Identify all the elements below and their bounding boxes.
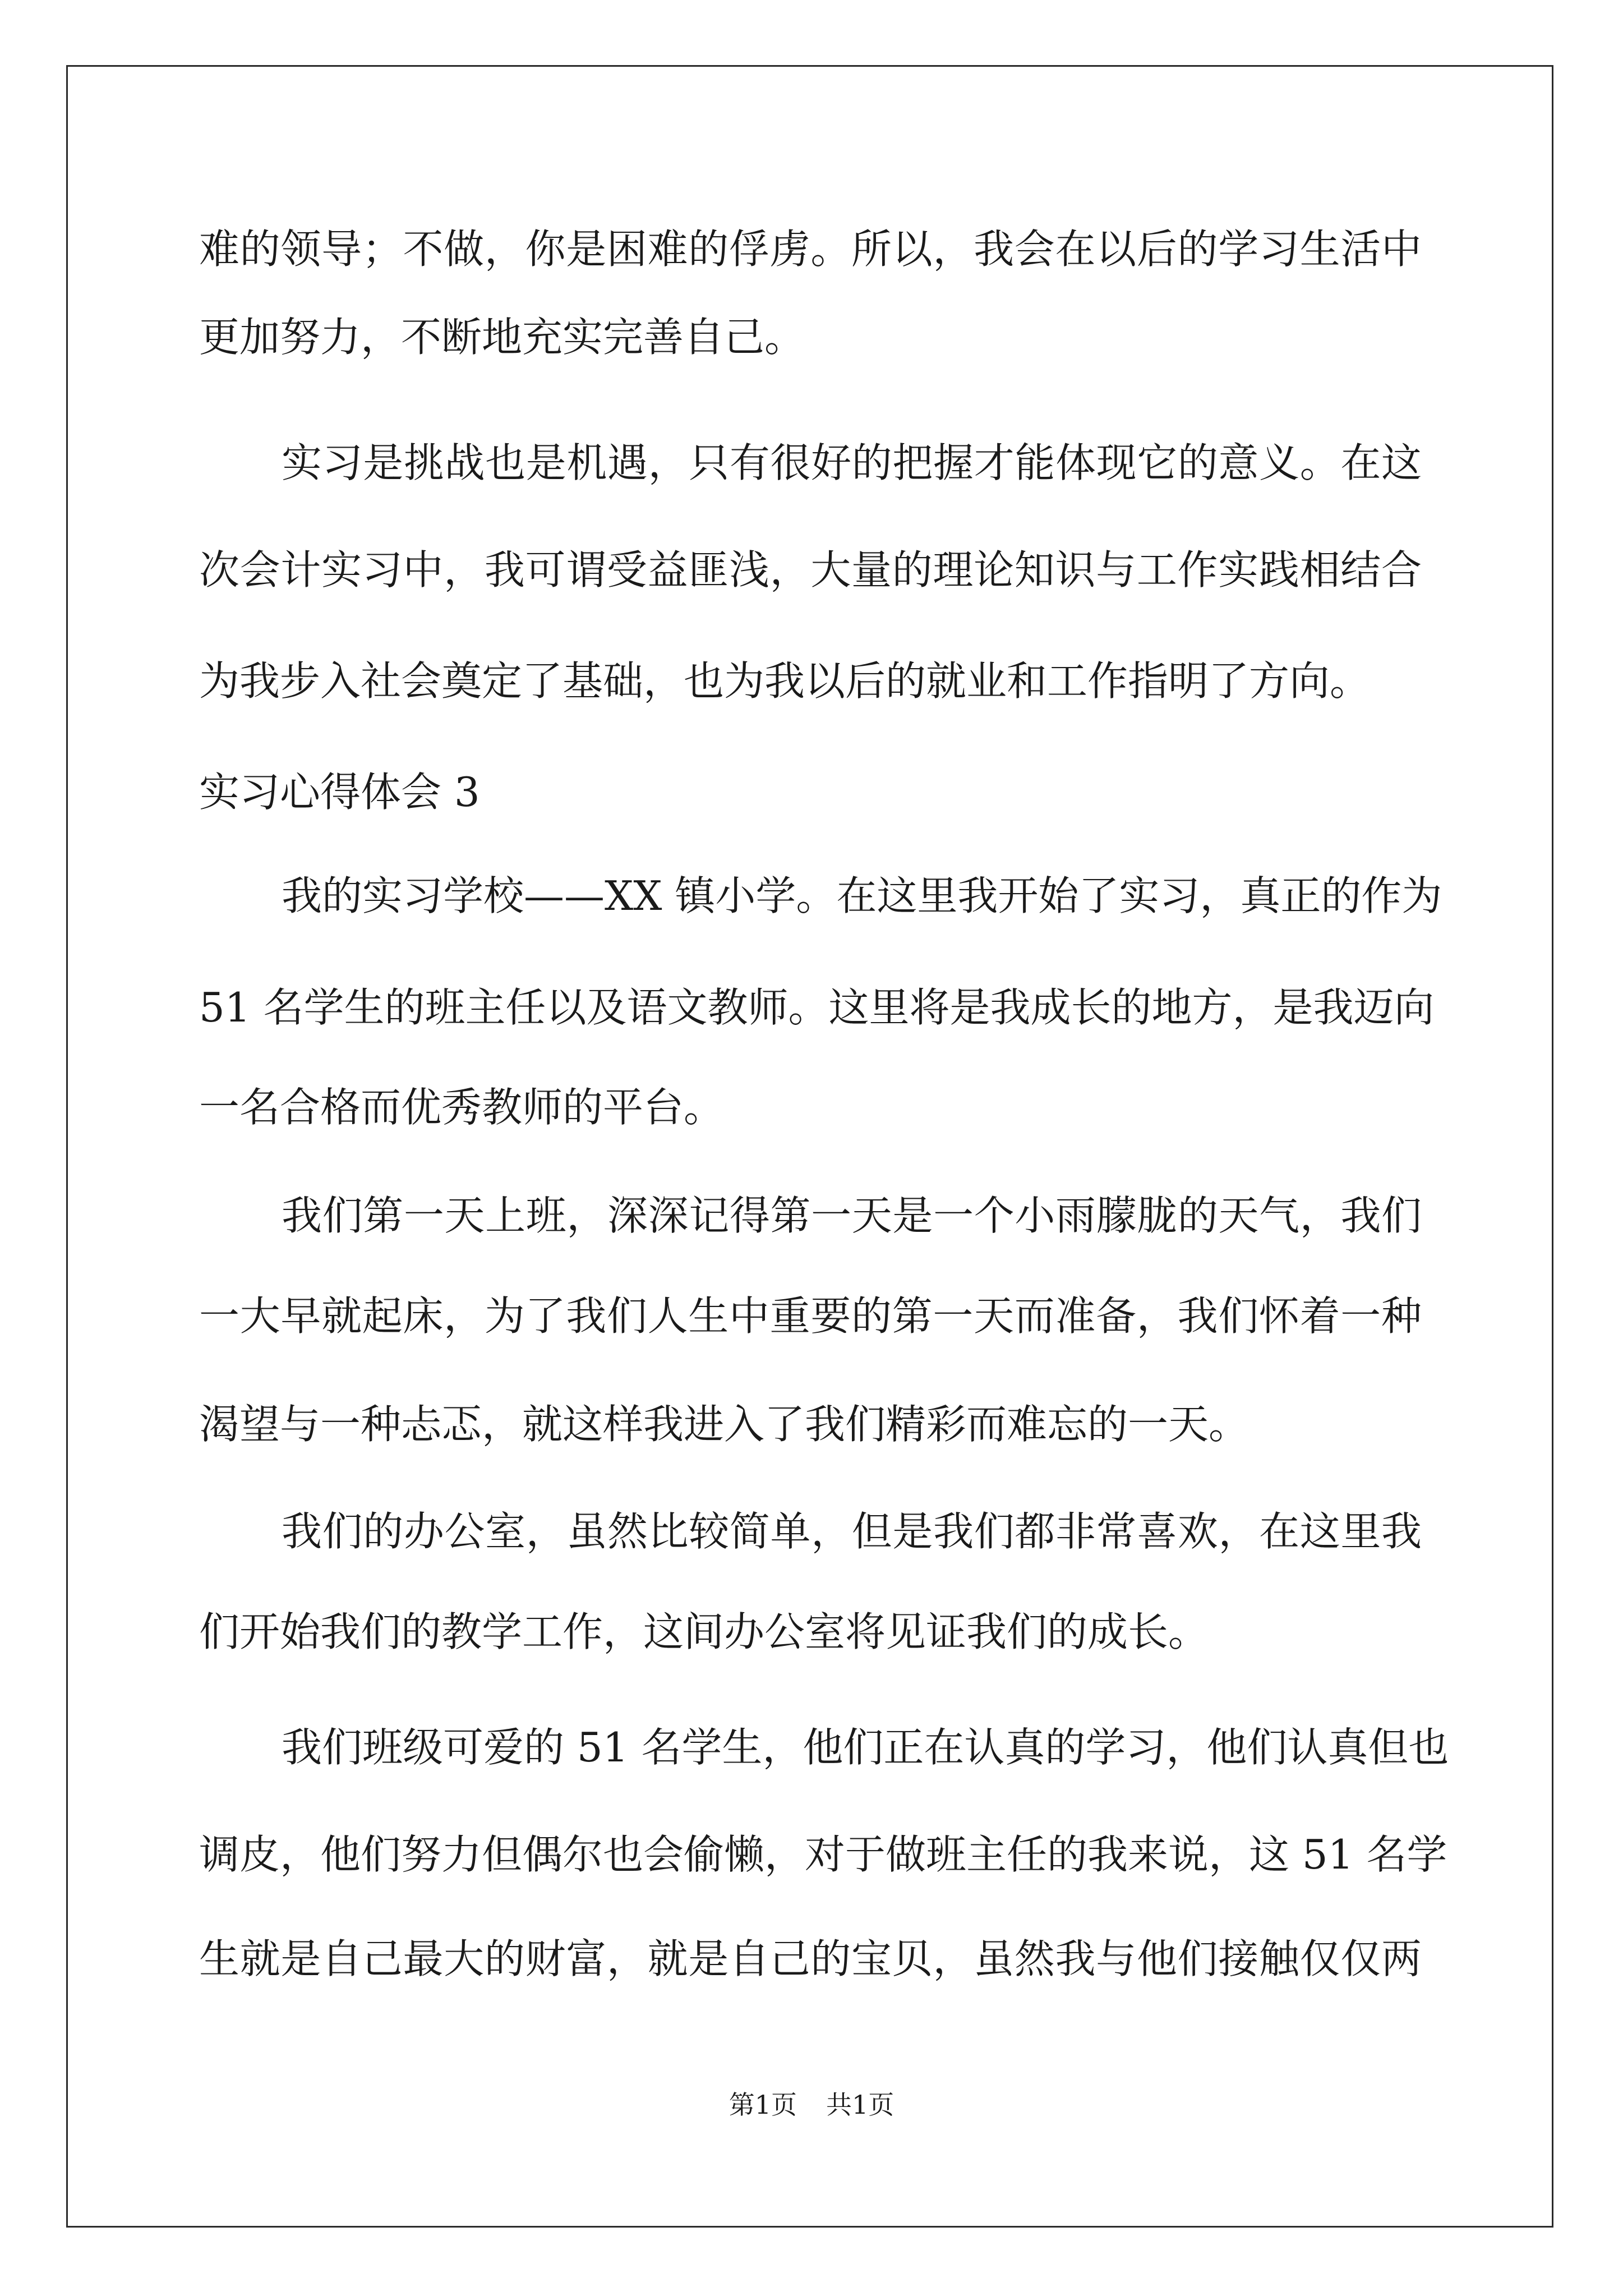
paragraph-line: 难的领导；不做，你是困难的俘虏。所以，我会在以后的学习生活中	[199, 226, 1422, 273]
paragraph-line: 我们第一天上班，深深记得第一天是一个小雨朦胧的天气，我们	[282, 1192, 1422, 1239]
page-number-total: 共1页	[826, 2090, 895, 2120]
section-heading: 实习心得体会 3	[199, 769, 480, 816]
paragraph-line: 渴望与一种忐忑，就这样我进入了我们精彩而难忘的一天。	[199, 1401, 1249, 1448]
paragraph-line: 一名合格而优秀教师的平台。	[199, 1084, 725, 1131]
paragraph-line: 们开始我们的教学工作，这间办公室将见证我们的成长。	[199, 1608, 1209, 1655]
paragraph-line: 更加努力，不断地充实完善自己。	[199, 314, 805, 361]
page-number-current: 第1页	[728, 2090, 797, 2120]
paragraph-line: 我们班级可爱的 51 名学生，他们正在认真的学习，他们认真但也	[282, 1724, 1449, 1771]
paragraph-line: 我的实习学校——XX 镇小学。在这里我开始了实习，真正的作为	[282, 872, 1442, 919]
paragraph-line: 调皮，他们努力但偶尔也会偷懒，对于做班主任的我来说，这 51 名学	[199, 1831, 1447, 1878]
paragraph-line: 次会计实习中，我可谓受益匪浅，大量的理论知识与工作实践相结合	[199, 546, 1422, 593]
page-footer	[0, 2088, 1623, 2122]
paragraph-line: 实习是挑战也是机遇，只有很好的把握才能体现它的意义。在这	[282, 439, 1422, 486]
page-border	[66, 65, 1553, 2228]
paragraph-line: 生就是自己最大的财富，就是自己的宝贝，虽然我与他们接触仅仅两	[199, 1935, 1422, 1982]
paragraph-line: 51 名学生的班主任以及语文教师。这里将是我成长的地方，是我迈向	[199, 984, 1435, 1031]
paragraph-line: 一大早就起床，为了我们人生中重要的第一天而准备，我们怀着一种	[199, 1292, 1422, 1340]
paragraph-line: 我们的办公室，虽然比较简单，但是我们都非常喜欢，在这里我	[282, 1508, 1422, 1555]
paragraph-line: 为我步入社会奠定了基础，也为我以后的就业和工作指明了方向。	[199, 657, 1371, 705]
